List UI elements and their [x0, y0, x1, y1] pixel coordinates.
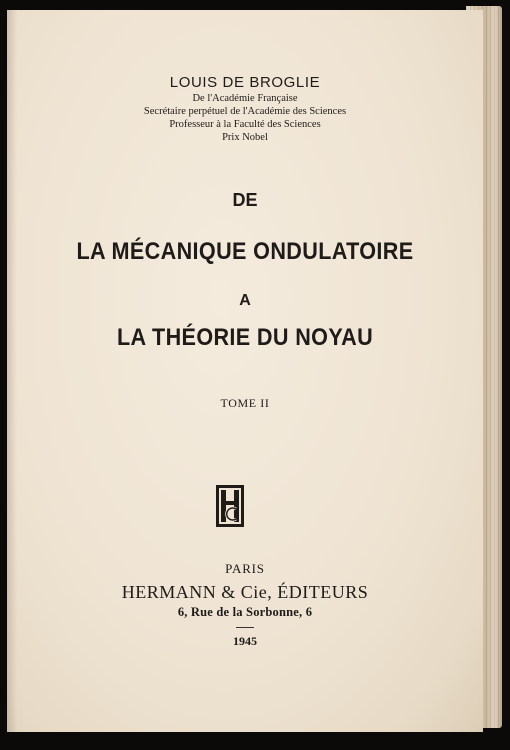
title-line-2: LA THÉORIE DU NOYAU [116, 324, 374, 351]
title-page [7, 10, 483, 732]
affiliation-line: De l'Académie Française [192, 93, 298, 104]
publisher-address: 6, Rue de la Sorbonne, 6 [177, 605, 313, 619]
publisher-name: HERMANN & Cie, ÉDITEURS [121, 582, 369, 602]
divider [236, 627, 254, 628]
affiliation-line: Professeur à la Faculté des Sciences [169, 119, 321, 130]
hermann-monogram-logo [215, 484, 245, 528]
title-prefix: DE [232, 190, 258, 210]
publisher-city: PARIS [225, 561, 265, 576]
affiliation-line: Secrétaire perpétuel de l'Académie des Sciences [143, 106, 347, 117]
title-connector: A [239, 292, 251, 309]
title-line-1: LA MÉCANIQUE ONDULATOIRE [76, 238, 414, 265]
affiliation-line: Prix Nobel [222, 132, 268, 143]
author-name: LOUIS DE BROGLIE [169, 74, 321, 91]
publication-year: 1945 [233, 634, 257, 648]
volume-label: TOME II [220, 396, 270, 410]
